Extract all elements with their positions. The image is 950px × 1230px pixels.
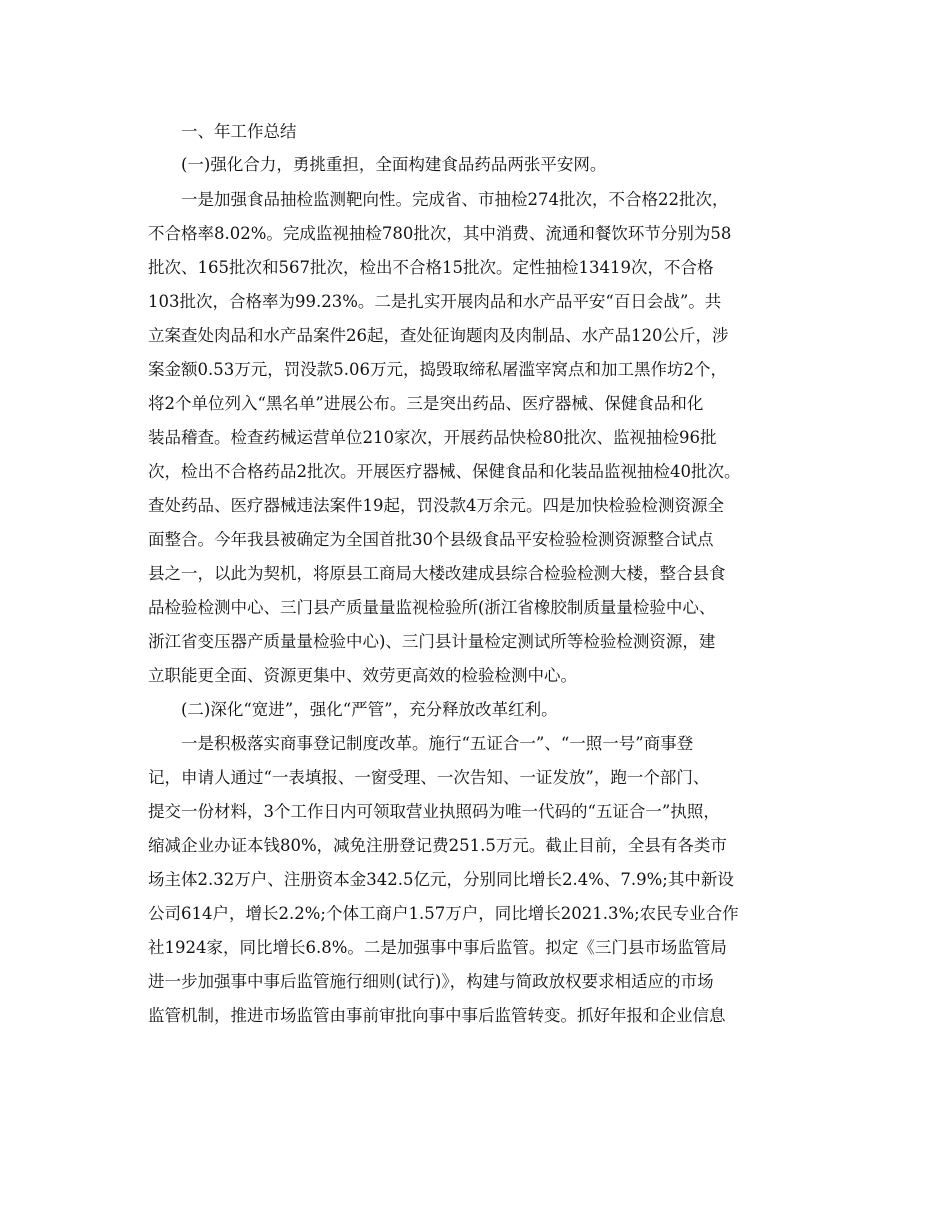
paragraph-line: 批次、165批次和567批次，检出不合格15批次。定性抽检13419次，不合格 bbox=[148, 258, 714, 277]
paragraph-line: 社1924家，同比增长6.8%。二是加强事中事后监管。拟定《三门县市场监管局 bbox=[148, 938, 727, 957]
paragraph-line: 次，检出不合格药品2批次。开展医疗器械、保健食品和化装品监视抽检40批次。 bbox=[148, 462, 741, 481]
paragraph-line: 装品稽查。检查药械运营单位210家次，开展药品快检80批次、监视抽检96批 bbox=[148, 428, 717, 447]
paragraph-line: 103批次，合格率为99.23%。二是扎实开展肉品和水产品平安“百日会战”。共 bbox=[148, 292, 722, 311]
paragraph-line: 进一步加强事中事后监管施行细则(试行)》，构建与简政放权要求相适应的市场 bbox=[148, 972, 714, 991]
paragraph-line: 场主体2.32万户、注册资本金342.5亿元，分别同比增长2.4%、7.9%;其中新设 bbox=[148, 870, 734, 889]
subsection-heading: (一)强化合力，勇挑重担，全面构建食品药品两张平安网。 bbox=[181, 155, 607, 174]
paragraph-line: 记，申请人通过“一表填报、一窗受理、一次告知、一证发放”，跑一个部门、 bbox=[148, 768, 710, 787]
paragraph-line: 一是加强食品抽检监测靶向性。完成省、市抽检274批次，不合格22批次， bbox=[181, 190, 729, 209]
paragraph-line: 县之一，以此为契机，将原县工商局大楼改建成县综合检验检测大楼，整合县食 bbox=[148, 564, 726, 583]
paragraph-line: 将2个单位列入“黑名单”进展公布。三是突出药品、医疗器械、保健食品和化 bbox=[148, 394, 704, 413]
paragraph-line: 查处药品、医疗器械违法案件19起，罚没款4万余元。四是加快检验检测资源全 bbox=[148, 496, 724, 515]
subsection-heading: (二)深化“宽进”，强化“严管”，充分释放改革红利。 bbox=[181, 700, 558, 719]
paragraph-line: 面整合。今年我县被确定为全国首批30个县级食品平安检验检测资源整合试点 bbox=[148, 530, 714, 549]
paragraph-line: 提交一份材料，3个工作日内可领取营业执照码为唯一代码的“五证合一”执照， bbox=[148, 802, 720, 821]
paragraph-line: 监管机制，推进市场监管由事前审批向事中事后监管转变。抓好年报和企业信息 bbox=[148, 1006, 726, 1025]
section-heading: 一、年工作总结 bbox=[181, 122, 297, 141]
paragraph-line: 品检验检测中心、三门县产质量量监视检验所(浙江省橡胶制质量量检验中心、 bbox=[148, 598, 716, 617]
paragraph-line: 浙江省变压器产质量量检验中心)、三门县计量检定测试所等检验检测资源，建 bbox=[148, 632, 716, 651]
paragraph-line: 公司614户，增长2.2%;个体工商户1.57万户，同比增长2021.3%;农民专业合作 bbox=[148, 904, 739, 923]
paragraph-line: 立案查处肉品和水产品案件26起，查处征询题肉及肉制品、水产品120公斤，涉 bbox=[148, 326, 729, 345]
paragraph-line: 缩减企业办证本钱80%，减免注册登记费251.5万元。截止目前，全县有各类市 bbox=[148, 836, 727, 855]
paragraph-line: 一是积极落实商事登记制度改革。施行“五证合一”、“一照一号”商事登 bbox=[181, 734, 694, 753]
paragraph-line: 案金额0.53万元，罚没款5.06万元，捣毁取缔私屠滥宰窝点和加工黑作坊2个， bbox=[148, 360, 727, 379]
paragraph-line: 立职能更全面、资源更集中、效劳更高效的检验检测中心。 bbox=[148, 666, 577, 685]
paragraph-line: 不合格率8.02%。完成监视抽检780批次，其中消费、流通和餐饮环节分别为58 bbox=[148, 224, 732, 243]
